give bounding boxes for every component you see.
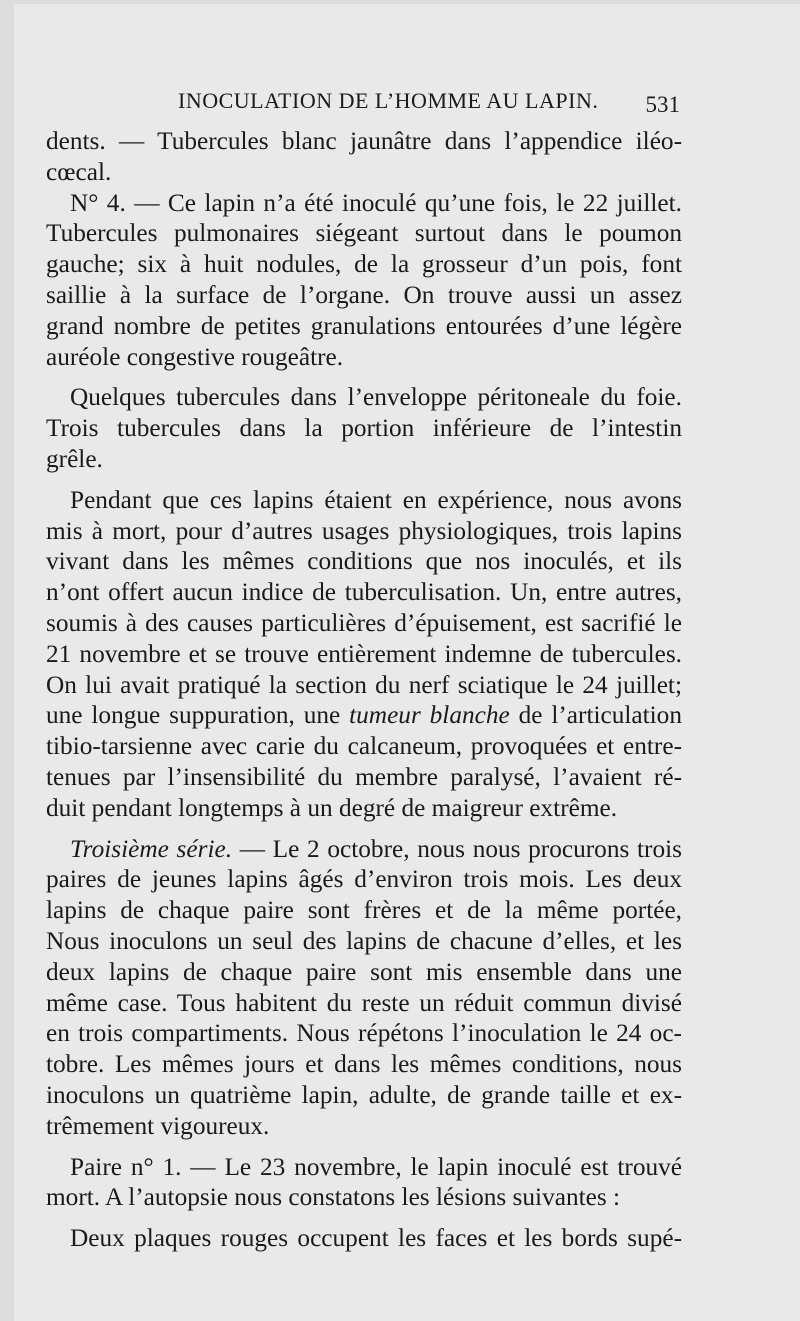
text-run: — Le 2 octobre, nous nous procurons trois	[232, 834, 682, 863]
text-line: tibio-tarsienne avec carie du calcaneum, provoquées et entre-	[46, 732, 682, 761]
text-line: 21 novembre et se trouve entièrement indemne de tubercules.	[46, 639, 682, 668]
text-line: deux lapins de chaque paire sont mis ensemble dans une	[46, 957, 682, 986]
text-line: Pendant que ces lapins étaient en expérience, nous avons	[70, 485, 682, 514]
page-header	[178, 88, 680, 122]
text-line: même case. Tous habitent du reste un réduit commun divisé	[46, 988, 682, 1017]
text-line: tenues par l’insensibilité du membre paralysé, l’avaient ré-	[46, 762, 682, 791]
text-line: soumis à des causes particulières d’épuisement, est sacrifié le	[46, 608, 682, 637]
emphasis-tumeur-blanche: tumeur blanche	[349, 701, 510, 730]
text-line: gauche; six à huit nodules, de la grosseur d’un pois, font	[46, 250, 682, 279]
text-line: N° 4. — Ce lapin n’a été inoculé qu’une fois, le 22 juillet.	[70, 188, 682, 217]
text-run: de l’articulation	[509, 701, 682, 730]
text-run: une longue suppuration, une	[46, 701, 350, 730]
text-line: mis à mort, pour d’autres usages physiologiques, trois lapins	[46, 516, 682, 545]
text-line: inoculons un quatrième lapin, adulte, de grande taille et ex-	[46, 1080, 682, 1109]
text-line: en trois compartiments. Nous répétons l’inoculation le 24 oc-	[46, 1019, 682, 1048]
text-line: lapins de chaque paire sont frères et de la même portée,	[46, 896, 682, 925]
text-line: cœcal.	[46, 157, 112, 186]
text-line: mort. A l’autopsie nous constatons les lésions suivantes :	[46, 1183, 621, 1212]
text-line	[46, 834, 682, 865]
text-line: grêle.	[46, 444, 103, 473]
text-line: Tubercules pulmonaires siégeant surtout dans le poumon	[46, 219, 682, 248]
text-line: vivant dans les mêmes conditions que nos inoculés, et ils	[46, 547, 682, 576]
text-line: n’ont offert aucun indice de tuberculisation. Un, entre autres,	[46, 578, 682, 607]
running-head: INOCULATION DE L’HOMME AU LAPIN.	[178, 88, 599, 113]
page-number: 531	[645, 92, 680, 117]
text-line: tobre. Les mêmes jours et dans les mêmes conditions, nous	[46, 1050, 682, 1079]
text-line: grand nombre de petites granulations entourées d’une légère	[46, 311, 682, 340]
text-line: On lui avait pratiqué la section du nerf sciatique le 24 juillet;	[46, 670, 682, 699]
text-line: Paire n° 1. — Le 23 novembre, le lapin inoculé est trouvé	[70, 1152, 682, 1181]
text-line: Nous inoculons un seul des lapins de chacune d’elles, et les	[46, 926, 682, 955]
text-line: Trois tubercules dans la portion inférieure de l’intestin	[46, 414, 682, 443]
text-line: dents. — Tubercules blanc jaunâtre dans l’appendice iléo-	[46, 127, 682, 155]
text-line: saillie à la surface de l’organe. On trouve aussi un assez	[46, 280, 682, 309]
text-line: Quelques tubercules dans l’enveloppe péritoneale du foie.	[70, 383, 682, 412]
text-line: auréole congestive rougeâtre.	[46, 342, 344, 371]
text-line: trêmement vigoureux.	[46, 1111, 270, 1140]
text-line	[46, 700, 682, 731]
text-line: Deux plaques rouges occupent les faces et les bords supé-	[70, 1224, 682, 1253]
text-line: duit pendant longtemps à un degré de maigreur extrême.	[46, 793, 618, 822]
body-text	[46, 126, 682, 1254]
text-line: paires de jeunes lapins âgés d’environ trois mois. Les deux	[46, 865, 682, 894]
section-heading-troisieme-serie: Troisième série.	[70, 834, 233, 863]
